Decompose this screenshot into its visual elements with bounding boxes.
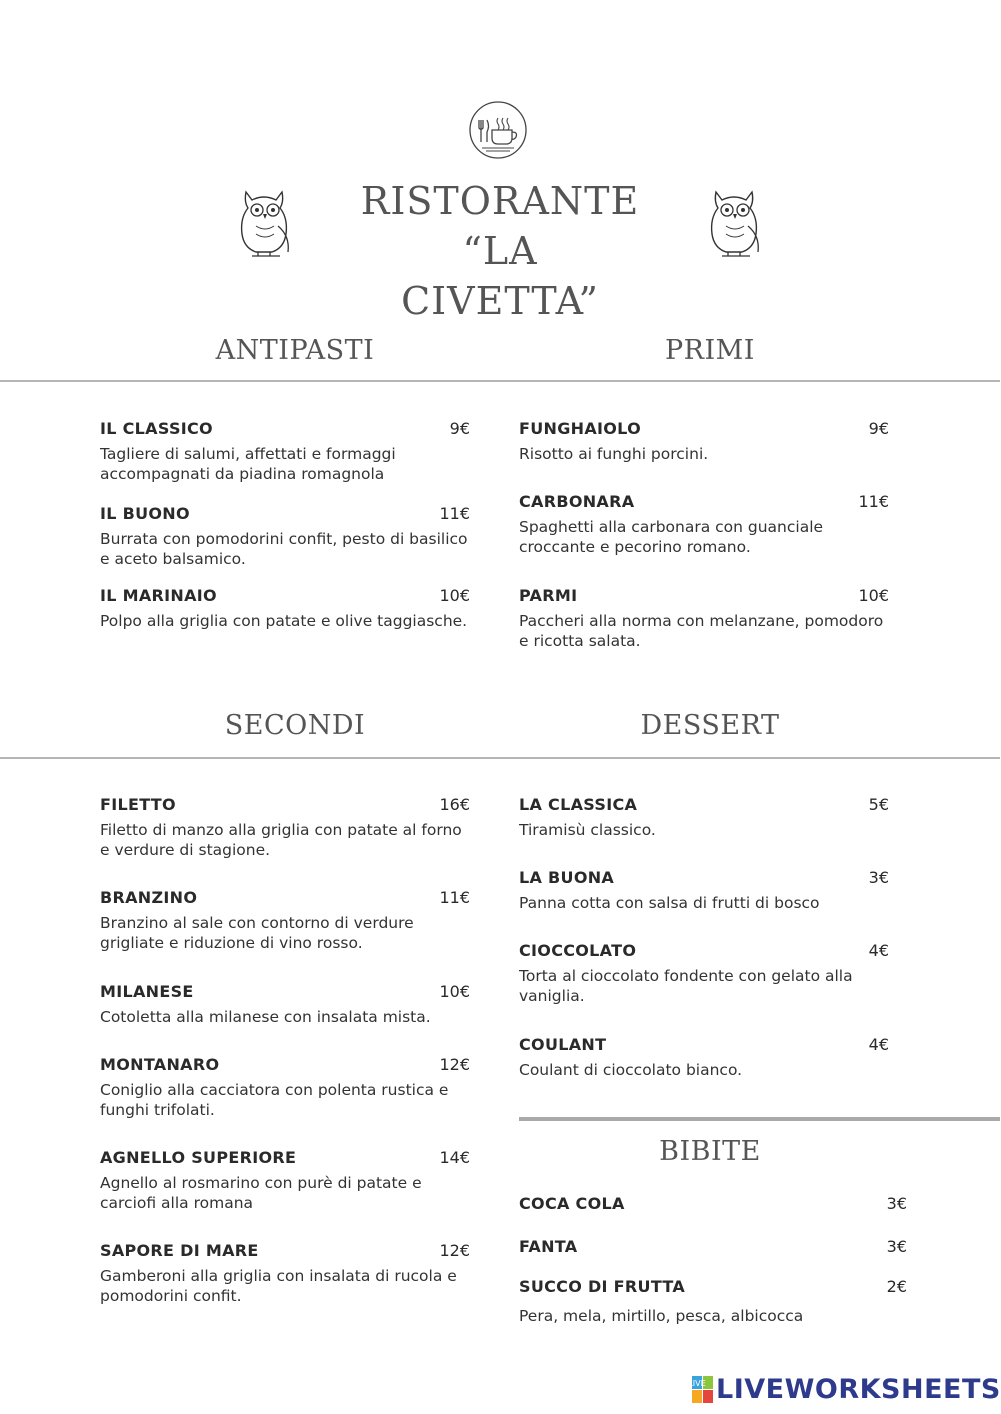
item-price: 14€	[439, 1148, 470, 1167]
menu-item	[100, 795, 470, 860]
item-name: PARMI	[519, 586, 578, 605]
item-name: FILETTO	[100, 795, 176, 814]
menu-item	[519, 586, 889, 651]
item-price: 12€	[439, 1055, 470, 1074]
menu-item	[519, 1237, 907, 1256]
item-name: FUNGHAIOLO	[519, 419, 641, 438]
item-name: AGNELLO SUPERIORE	[100, 1148, 297, 1167]
item-price: 4€	[868, 1035, 889, 1054]
section-title-antipasti: ANTIPASTI	[215, 335, 375, 366]
item-price: 2€	[886, 1277, 907, 1296]
item-description: Agnello al rosmarino con purè di patate e carciofi alla romana	[100, 1174, 422, 1212]
item-description: Filetto di manzo alla griglia con patate al forno e verdure di stagione.	[100, 821, 462, 859]
section-title-dessert: DESSERT	[640, 710, 780, 741]
item-name: LA BUONA	[519, 868, 615, 887]
item-price: 5€	[868, 795, 889, 814]
restaurant-icon	[468, 100, 528, 160]
item-description: Risotto ai funghi porcini.	[519, 445, 709, 463]
item-name: IL CLASSICO	[100, 419, 213, 438]
item-price: 9€	[449, 419, 470, 438]
item-name: COCA COLA	[519, 1194, 625, 1213]
item-name: IL BUONO	[100, 504, 190, 523]
item-price: 9€	[868, 419, 889, 438]
page-title	[320, 176, 680, 326]
menu-item	[100, 504, 470, 569]
item-description: Paccheri alla norma con melanzane, pomodoro e ricotta salata.	[519, 612, 884, 650]
item-name: MILANESE	[100, 982, 194, 1001]
owl-icon	[236, 186, 294, 258]
item-price: 11€	[858, 492, 889, 511]
menu-item	[519, 941, 889, 1006]
item-name: LA CLASSICA	[519, 795, 638, 814]
logo-badge-text: LIVE	[688, 1379, 706, 1388]
item-name: CIOCCOLATO	[519, 941, 637, 960]
item-price: 12€	[439, 1241, 470, 1260]
item-price: 3€	[886, 1194, 907, 1213]
item-name: MONTANARO	[100, 1055, 220, 1074]
item-name: COULANT	[519, 1035, 607, 1054]
item-description: Polpo alla griglia con patate e olive taggiasche.	[100, 612, 468, 630]
menu-item	[519, 492, 889, 557]
item-name: CARBONARA	[519, 492, 635, 511]
item-price: 16€	[439, 795, 470, 814]
menu-item	[100, 888, 470, 953]
menu-item	[519, 419, 889, 464]
item-description: Gamberoni alla griglia con insalata di rucola e pomodorini confit.	[100, 1267, 457, 1305]
item-name: FANTA	[519, 1237, 578, 1256]
menu-item	[100, 982, 470, 1027]
item-description: Pera, mela, mirtillo, pesca, albicocca	[519, 1307, 804, 1325]
menu-item	[100, 419, 470, 484]
item-price: 11€	[439, 504, 470, 523]
menu-item	[519, 795, 889, 840]
title-line-2: CIVETTA”	[401, 279, 599, 323]
section-title-primi: PRIMI	[665, 335, 755, 366]
item-name: BRANZINO	[100, 888, 198, 907]
item-description: Coulant di cioccolato bianco.	[519, 1061, 743, 1079]
liveworksheets-logo[interactable]	[688, 1374, 1001, 1406]
menu-item	[100, 1241, 470, 1306]
menu-item	[519, 1194, 907, 1213]
item-description: Coniglio alla cacciatora con polenta rustica e funghi trifolati.	[100, 1081, 449, 1119]
menu-item	[100, 1055, 470, 1120]
liveworksheets-logo-text: LIVEWORKSHEETS	[716, 1374, 1001, 1405]
menu-item	[519, 868, 889, 913]
item-name: SAPORE DI MARE	[100, 1241, 259, 1260]
title-line-1: RISTORANTE “LA	[360, 179, 640, 273]
item-price: 10€	[439, 586, 470, 605]
menu-item	[519, 1277, 907, 1326]
item-price: 3€	[886, 1237, 907, 1256]
item-description: Tiramisù classico.	[519, 821, 656, 839]
section-divider	[0, 380, 1000, 382]
item-description: Torta al cioccolato fondente con gelato alla vaniglia.	[519, 967, 853, 1005]
section-divider	[0, 757, 1000, 759]
item-price: 10€	[439, 982, 470, 1001]
item-price: 10€	[858, 586, 889, 605]
section-title-bibite: BIBITE	[659, 1136, 761, 1167]
item-price: 4€	[868, 941, 889, 960]
menu-item	[100, 586, 470, 631]
item-description: Cotoletta alla milanese con insalata mista.	[100, 1008, 431, 1026]
item-price: 11€	[439, 888, 470, 907]
item-name: IL MARINAIO	[100, 586, 217, 605]
menu-item	[519, 1035, 889, 1080]
liveworksheets-logo-icon	[688, 1376, 714, 1404]
menu-item	[100, 1148, 470, 1213]
item-description: Branzino al sale con contorno di verdure grigliate e riduzione di vino rosso.	[100, 914, 414, 952]
item-description: Burrata con pomodorini confit, pesto di basilico e aceto balsamico.	[100, 530, 468, 568]
item-description: Spaghetti alla carbonara con guanciale croccante e pecorino romano.	[519, 518, 824, 556]
item-price: 3€	[868, 868, 889, 887]
item-description: Tagliere di salumi, affettati e formaggi accompagnati da piadina romagnola	[100, 445, 396, 483]
item-name: SUCCO DI FRUTTA	[519, 1277, 686, 1296]
section-title-secondi: SECONDI	[224, 710, 366, 741]
section-divider	[519, 1117, 1000, 1121]
owl-icon	[706, 186, 764, 258]
item-description: Panna cotta con salsa di frutti di bosco	[519, 894, 820, 912]
